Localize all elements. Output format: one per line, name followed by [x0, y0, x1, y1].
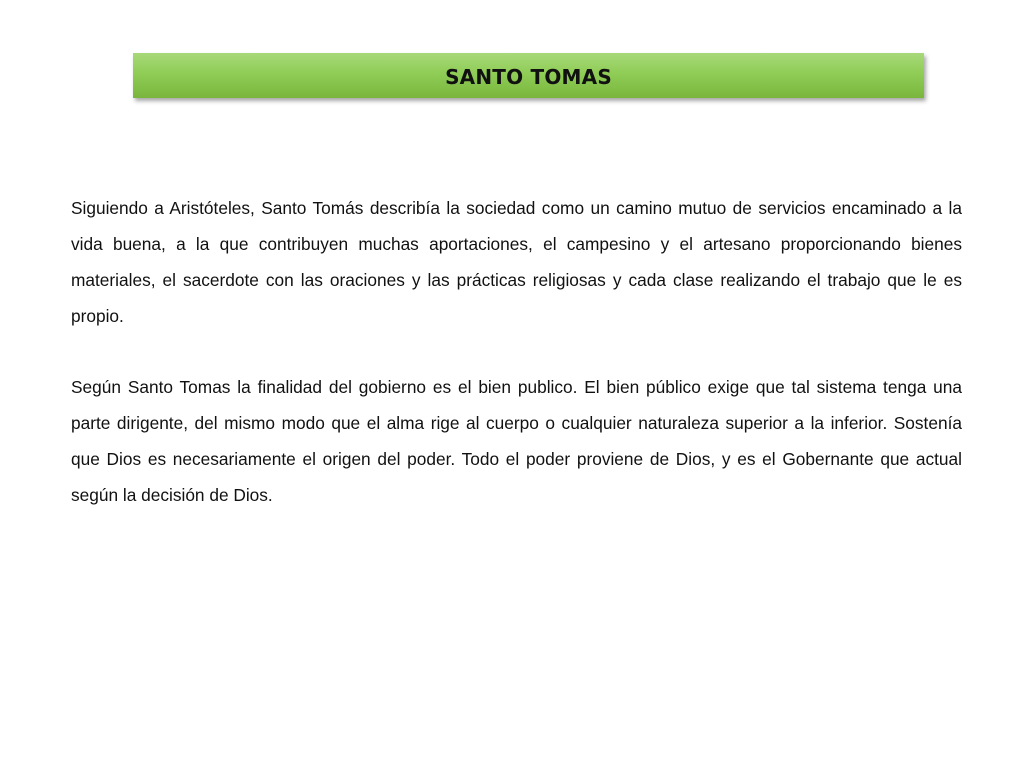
slide-body — [71, 190, 962, 513]
paragraph-gobierno: Según Santo Tomas la finalidad del gobierno es el bien publico. El bien público exige que tal sistema tenga una parte dirigente, del mismo modo que el alma rige al cuerpo o cualquier naturaleza superior a la inferior. Sostenía que Dios es necesariamente el origen del poder. Todo el poder proviene de Dios, y es el Gobernante que actual según la decisión de Dios. — [71, 377, 962, 505]
title-banner — [133, 53, 924, 98]
paragraph-aristoteles: Siguiendo a Aristóteles, Santo Tomás describía la sociedad como un camino mutuo de servicios encaminado a la vida buena, a la que contribuyen muchas aportaciones, el campesino y el artesano proporcionando bienes materiales, el sacerdote con las oraciones y las prácticas religiosas y cada clase realizando el trabajo que le es propio. — [71, 198, 962, 326]
slide-title: SANTO TOMAS — [445, 64, 612, 89]
